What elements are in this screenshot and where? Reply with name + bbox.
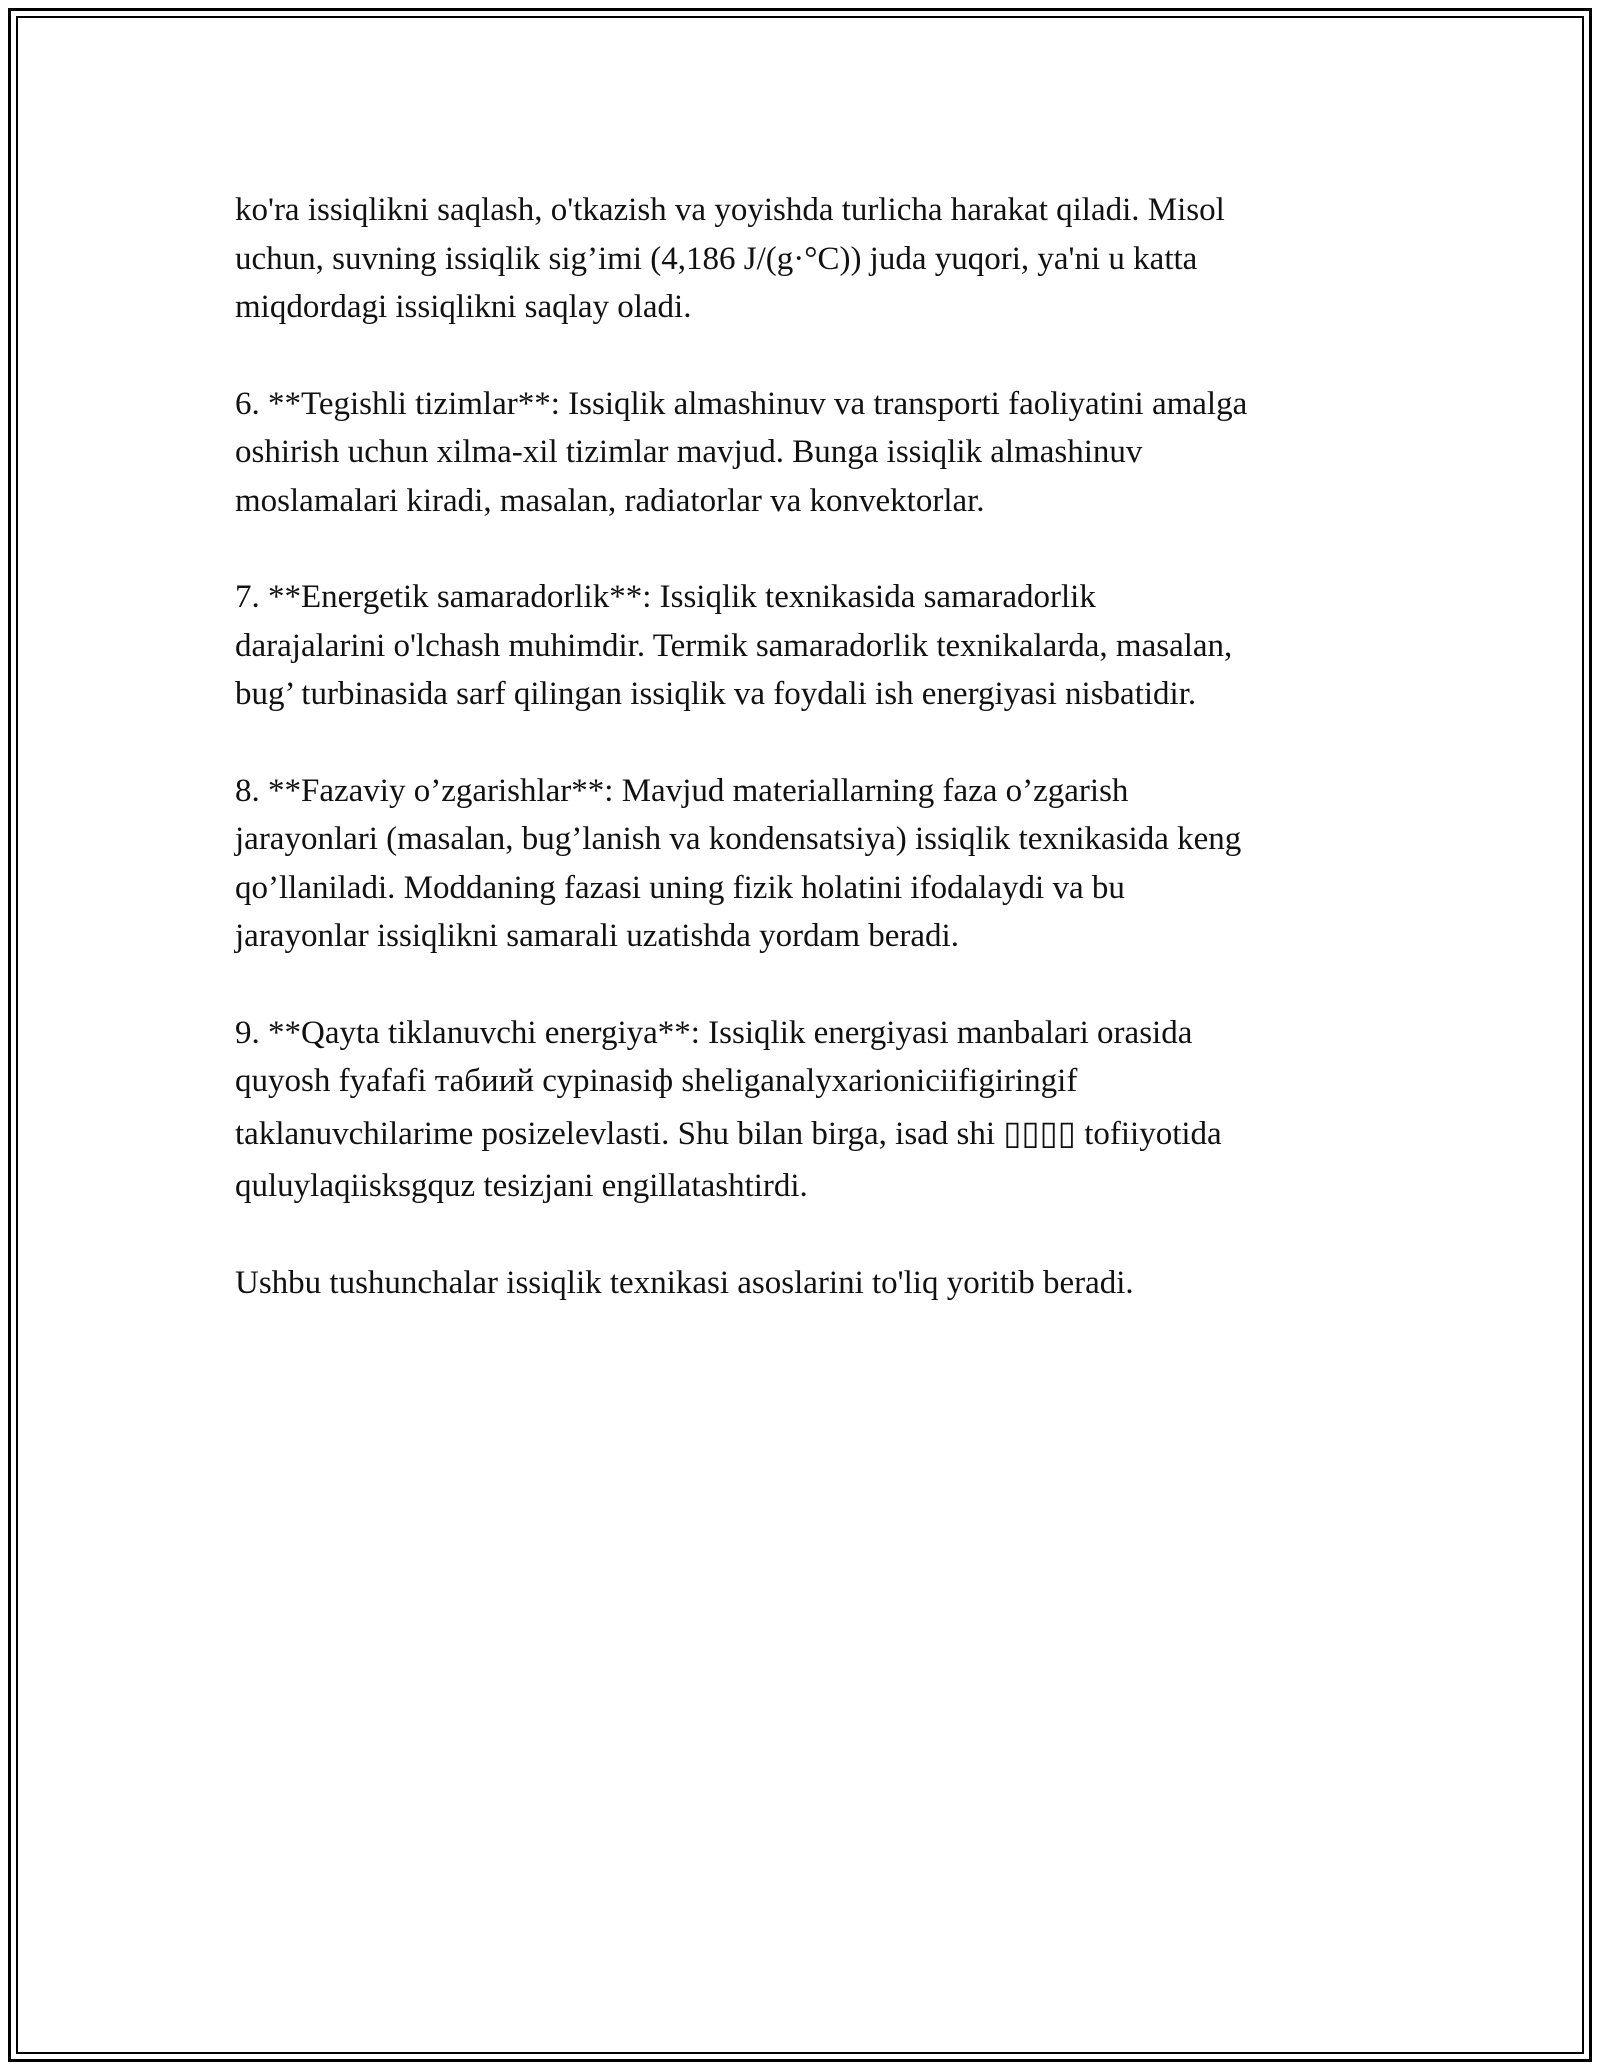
- text-line: darajalarini o'lchash muhimdir. Termik samaradorlik texnikalarda, masalan,: [235, 627, 1233, 664]
- text-line: 7. **Energetik samaradorlik**: Issiqlik texnikasida samaradorlik: [235, 579, 1096, 615]
- text-line: 8. **Fazaviy o’zgarishlar**: Mavjud materiallarning faza o’zgarish: [235, 772, 1129, 809]
- text-line: oshirish uchun xilma-xil tizimlar mavjud. Bunga issiqlik almashinuv: [235, 434, 1143, 470]
- text-line: Ushbu tushunchalar issiqlik texnikasi asoslarini to'liq yoritib beradi.: [235, 1264, 1134, 1301]
- text-line: jarayonlar issiqlikni samarali uzatishda yordam beradi.: [235, 918, 959, 954]
- text-line: bug’ turbinasida sarf qilingan issiqlik va foydali ish energiyasi nisbatidir.: [235, 676, 1197, 712]
- text-line: ko'ra issiqlikni saqlash, o'tkazish va yoyishda turlicha harakat qiladi. Misol: [235, 192, 1225, 228]
- text-line: jarayonlari (masalan, bug’lanish va kondensatsiya) issiqlik texnikasida keng: [235, 821, 1242, 857]
- document-body: [235, 186, 1375, 1355]
- paragraph-item-6: [235, 380, 1375, 526]
- text-line: quluylaqiisksgquz tesizjani engillatashtirdi.: [235, 1168, 808, 1204]
- paragraph-heat-capacity: [235, 186, 1375, 332]
- paragraph-item-9: [235, 1009, 1375, 1211]
- text-line: miqdordagi issiqlikni saqlay oladi.: [235, 289, 692, 325]
- text-line: 9. **Qayta tiklanuvchi energiya**: Issiqlik energiyasi manbalari orasida: [235, 1014, 1193, 1051]
- paragraph-conclusion: [235, 1259, 1375, 1308]
- text-line: 6. **Tegishli tizimlar**: Issiqlik almashinuv va transporti faoliyatini amalga: [235, 385, 1248, 422]
- paragraph-item-8: [235, 767, 1375, 961]
- text-line: uchun, suvning issiqlik sig’imi (4,186 J/(g·°C)) juda yuqori, ya'ni u katta: [235, 240, 1198, 277]
- text-line: qo’llaniladi. Moddaning fazasi uning fizik holatini ifodalaydi va bu: [235, 869, 1125, 906]
- text-line: quyosh fyafafi табиий сурinasiф sheliganalyxarioniciifigiringif: [235, 1063, 1078, 1099]
- text-line: moslamalari kiradi, masalan, radiatorlar va konvektorlar.: [235, 482, 985, 519]
- paragraph-item-7: [235, 573, 1375, 719]
- text-line: taklanuvchilarime posizelevlasti. Shu bilan birga, isad shi ▯▯▯▯ tofiiyotida: [235, 1115, 1222, 1152]
